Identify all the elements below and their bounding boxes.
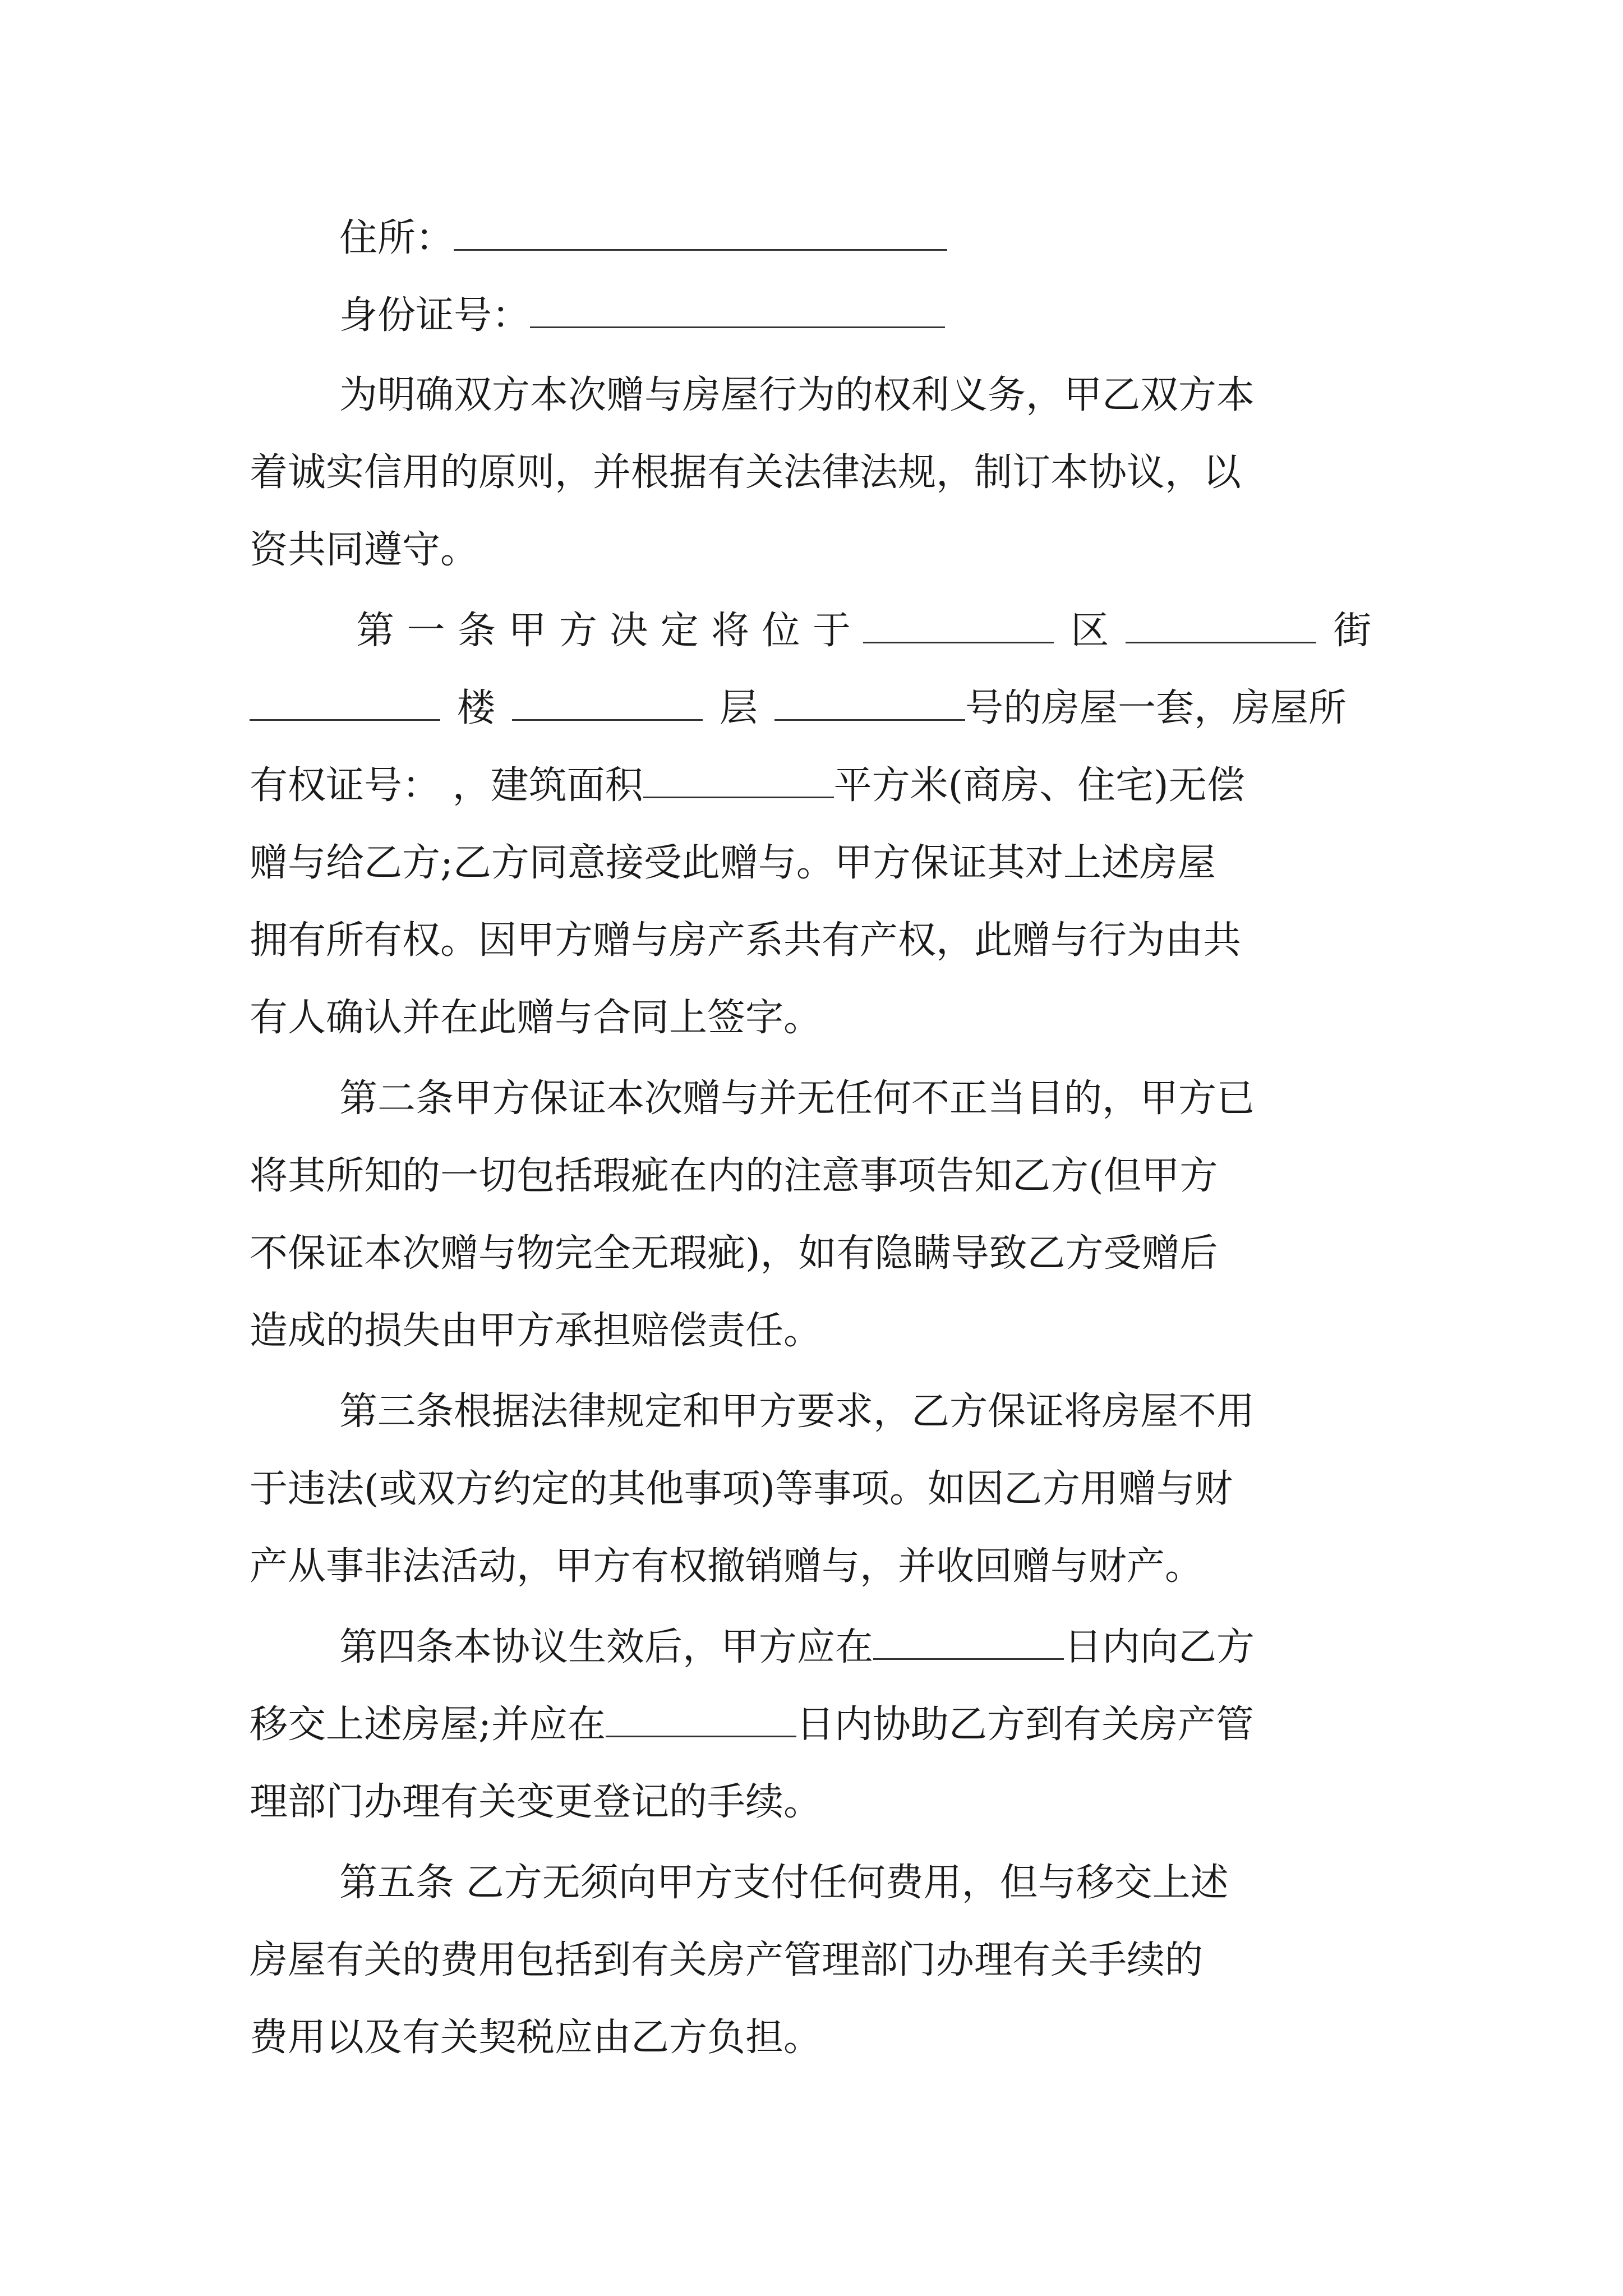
floor-blank	[512, 687, 703, 721]
building-blank	[250, 687, 440, 721]
article-1-line-1	[356, 606, 1371, 656]
article-2-line-2: 将其所知的一切包括瑕疵在内的注意事项告知乙方(但甲方	[250, 1154, 1218, 1198]
article-1-text-b: 区	[1071, 609, 1109, 653]
article-1-text-e: 层	[720, 686, 758, 730]
article-5-line-3: 费用以及有关契税应由乙方负担。	[250, 2016, 822, 2060]
article-4-line-2	[250, 1700, 1254, 1750]
article-3-line-1: 第三条根据法律规定和甲方要求，乙方保证将房屋不用	[339, 1389, 1255, 1434]
article-2-line-3: 不保证本次赠与物完全无瑕疵)，如有隐瞒导致乙方受赠后	[250, 1231, 1218, 1276]
article-1-text-d: 楼	[457, 686, 496, 730]
article-1-line-4: 赠与给乙方;乙方同意接受此赠与。甲方保证其对上述房屋	[250, 841, 1216, 885]
article-4-text-c: 移交上述房屋;并应在	[250, 1703, 606, 1747]
address-label: 住所：	[339, 216, 454, 260]
article-2-line-1: 第二条甲方保证本次赠与并无任何不正当目的，甲方已	[339, 1076, 1255, 1121]
address-line	[339, 213, 947, 264]
id-line	[339, 291, 945, 341]
article-3-line-3: 产从事非法活动，甲方有权撤销赠与，并收回赠与财产。	[250, 1544, 1204, 1589]
registration-days-blank	[606, 1703, 796, 1737]
article-1-text-c: 街	[1333, 609, 1372, 653]
article-1-line-2	[250, 683, 1347, 734]
article-4-line-1	[339, 1622, 1255, 1673]
article-4-text-d: 日内协助乙方到有关房产管	[796, 1703, 1254, 1747]
id-blank	[530, 294, 945, 328]
article-1-line-3	[250, 761, 1245, 811]
article-1-line-5: 拥有所有权。因甲方赠与房产系共有产权，此赠与行为由共	[250, 918, 1242, 963]
article-3-line-2: 于违法(或双方约定的其他事项)等事项。如因乙方用赠与财	[250, 1467, 1233, 1511]
article-1-line-6: 有人确认并在此赠与合同上签字。	[250, 996, 822, 1040]
article-1-text-a: 第一条甲方决定将位于	[356, 609, 864, 653]
article-1-text-f: 号的房屋一套，房屋所	[965, 686, 1347, 730]
article-4-text-b: 日内向乙方	[1064, 1625, 1255, 1669]
preamble-line-2: 着诚实信用的原则，并根据有关法律法规，制订本协议，以	[250, 450, 1242, 495]
number-blank	[774, 687, 965, 721]
id-label: 身份证号：	[339, 293, 531, 338]
article-1-text-g: 有权证号： ，建筑面积	[250, 763, 643, 808]
article-4-text-a: 第四条本协议生效后，甲方应在	[339, 1625, 874, 1669]
article-1-text-h: 平方米(商房、住宅)无偿	[833, 763, 1245, 808]
preamble-line-1: 为明确双方本次赠与房屋行为的权利义务，甲乙双方本	[339, 373, 1255, 417]
address-blank	[454, 217, 947, 251]
article-2-line-4: 造成的损失由甲方承担赔偿责任。	[250, 1309, 822, 1353]
handover-days-blank	[873, 1626, 1064, 1660]
area-blank	[643, 764, 834, 798]
article-5-line-1: 第五条 乙方无须向甲方支付任何费用，但与移交上述	[339, 1861, 1229, 1905]
article-5-line-2: 房屋有关的费用包括到有关房产管理部门办理有关手续的	[250, 1938, 1204, 1982]
preamble-line-3: 资共同遵守。	[250, 528, 479, 572]
street-blank	[1126, 609, 1316, 643]
article-4-line-3: 理部门办理有关变更登记的手续。	[250, 1780, 822, 1824]
district-blank	[863, 609, 1054, 643]
